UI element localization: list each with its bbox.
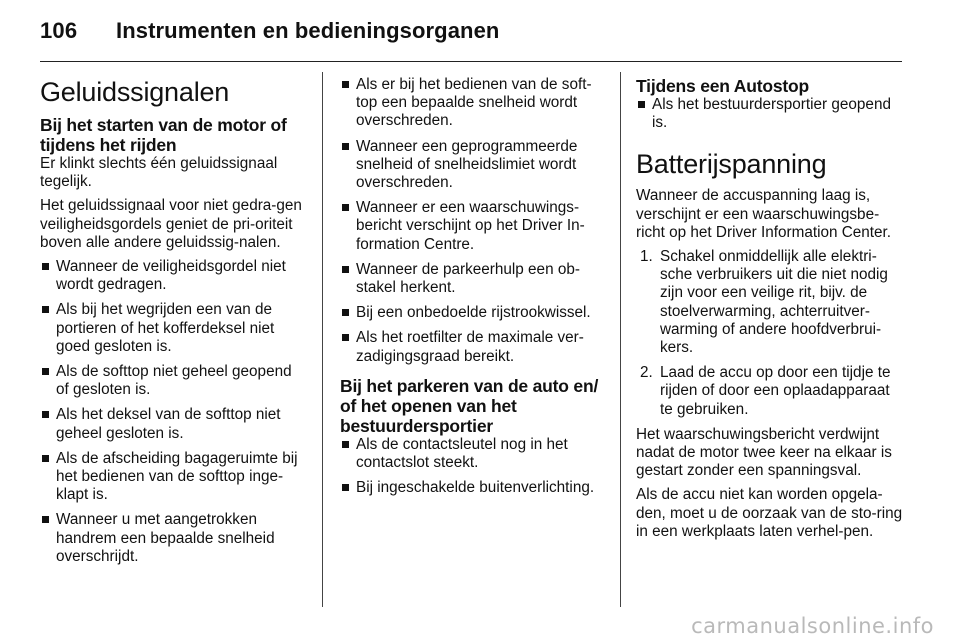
list-item-text: Bij een onbedoelde rijstrookwissel. xyxy=(356,304,591,322)
square-bullet-icon xyxy=(638,101,645,108)
bullet-list xyxy=(340,76,608,366)
bullet-list xyxy=(40,258,308,566)
list-item-text: Als de afscheiding bagageruimte bij het bedienen van de softtop inge-klapt is. xyxy=(56,449,298,504)
list-item-text: Wanneer een geprogrammeerde snelheid of snelheidslimiet wordt overschreden. xyxy=(356,137,578,192)
list-item xyxy=(340,199,608,254)
list-item xyxy=(40,450,308,505)
list-item xyxy=(40,363,308,399)
square-bullet-icon xyxy=(342,266,349,273)
square-bullet-icon xyxy=(342,204,349,211)
page-number: 106 xyxy=(40,18,78,43)
square-bullet-icon xyxy=(342,334,349,341)
square-bullet-icon xyxy=(342,309,349,316)
list-item-text: Wanneer er een waarschuwings-bericht verschijnt op het Driver In-formation Centre. xyxy=(356,199,585,253)
list-item xyxy=(40,258,308,294)
list-item-text: Als er bij het bedienen van de soft-top een bepaalde snelheid wordt overschreden. xyxy=(356,76,592,130)
list-item-text: Schakel onmiddellijk alle elektri-sche verbruikers uit die niet nodig zijn voor een veilige rit, bijv. de stoelverwarming, achterruitver-warming of andere hoofdverbrui-kers. xyxy=(660,248,888,357)
list-item xyxy=(40,301,308,356)
square-bullet-icon xyxy=(42,306,49,313)
page-header xyxy=(40,14,902,50)
list-item xyxy=(340,436,608,472)
list-item xyxy=(40,511,308,566)
watermark: carmanualsonline.info xyxy=(691,614,934,638)
list-item-text: Als de contactsleutel nog in het contactslot steekt. xyxy=(356,435,568,472)
page-header-title: Instrumenten en bedieningsorganen xyxy=(116,18,500,43)
paragraph: Het geluidssignaal voor niet gedra-gen veiligheidsgordels geniet de pri-oriteit boven alle andere geluidssig-nalen. xyxy=(40,197,302,251)
paragraph: Wanneer de accuspanning laag is, verschijnt er een waarschuwingsbe-richt op het Driver Information Center. xyxy=(636,187,892,241)
square-bullet-icon xyxy=(342,81,349,88)
column-1 xyxy=(40,76,308,573)
square-bullet-icon xyxy=(42,455,49,462)
list-item-text: Als de softtop niet geheel geopend of gesloten is. xyxy=(56,363,292,399)
square-bullet-icon xyxy=(42,263,49,270)
list-item xyxy=(340,76,608,131)
list-item-text: Laad de accu op door een tijdje te rijden of door een oplaadapparaat te gebruiken. xyxy=(660,364,891,418)
list-item xyxy=(340,138,608,193)
step-number: 2. xyxy=(640,364,653,382)
list-item-text: Als het bestuurdersportier geopend is. xyxy=(652,96,891,132)
paragraph: Er klinkt slechts één geluidssignaal tegelijk. xyxy=(40,155,278,191)
list-item xyxy=(636,364,904,419)
list-item xyxy=(340,479,608,497)
section-heading-geluidssignalen: Geluidssignalen xyxy=(40,77,230,107)
square-bullet-icon xyxy=(342,484,349,491)
bullet-list xyxy=(636,96,904,132)
list-item-text: Wanneer de veiligheidsgordel niet wordt gedragen. xyxy=(56,258,286,294)
list-item-text: Bij ingeschakelde buitenverlichting. xyxy=(356,479,595,497)
list-item-text: Als bij het wegrijden een van de portieren of het kofferdeksel niet goed gesloten is. xyxy=(56,301,275,355)
list-item xyxy=(340,304,608,322)
subheading-parkeren: Bij het parkeren van de auto en/ of het openen van het bestuurdersportier xyxy=(340,375,599,436)
list-item xyxy=(340,329,608,365)
list-item-text: Wanneer de parkeerhulp een ob-stakel herkent. xyxy=(356,260,580,297)
square-bullet-icon xyxy=(42,368,49,375)
column-3 xyxy=(636,76,904,547)
square-bullet-icon xyxy=(342,143,349,150)
list-item-text: Als het roetfilter de maximale ver-zadigingsgraad bereikt. xyxy=(356,329,584,365)
list-item xyxy=(40,406,308,442)
subheading-starten-rijden: Bij het starten van de motor of tijdens het rijden xyxy=(40,115,287,155)
paragraph: Het waarschuwingsbericht verdwijnt nadat de motor twee keer na elkaar is gestart zonder een spanningsval. xyxy=(636,425,892,480)
bullet-list xyxy=(340,436,608,498)
list-item xyxy=(340,261,608,297)
list-item-text: Wanneer u met aangetrokken handrem een bepaalde snelheid overschrijdt. xyxy=(56,511,275,565)
step-number: 1. xyxy=(640,248,653,266)
square-bullet-icon xyxy=(42,516,49,523)
section-heading-batterijspanning: Batterijspanning xyxy=(636,149,827,180)
column-divider-1 xyxy=(322,72,323,607)
list-item xyxy=(636,248,904,357)
square-bullet-icon xyxy=(42,411,49,418)
column-divider-2 xyxy=(620,72,621,607)
paragraph: Als de accu niet kan worden opgela-den, moet u de oorzaak van de sto-ring in een werkplaats laten verhel-pen. xyxy=(636,486,903,540)
column-2 xyxy=(340,76,608,504)
square-bullet-icon xyxy=(342,441,349,448)
list-item-text: Als het deksel van de softtop niet geheel gesloten is. xyxy=(56,406,281,442)
header-rule xyxy=(40,61,902,62)
numbered-list xyxy=(636,248,904,419)
subheading-autostop: Tijdens een Autostop xyxy=(636,76,809,96)
list-item xyxy=(636,96,904,132)
